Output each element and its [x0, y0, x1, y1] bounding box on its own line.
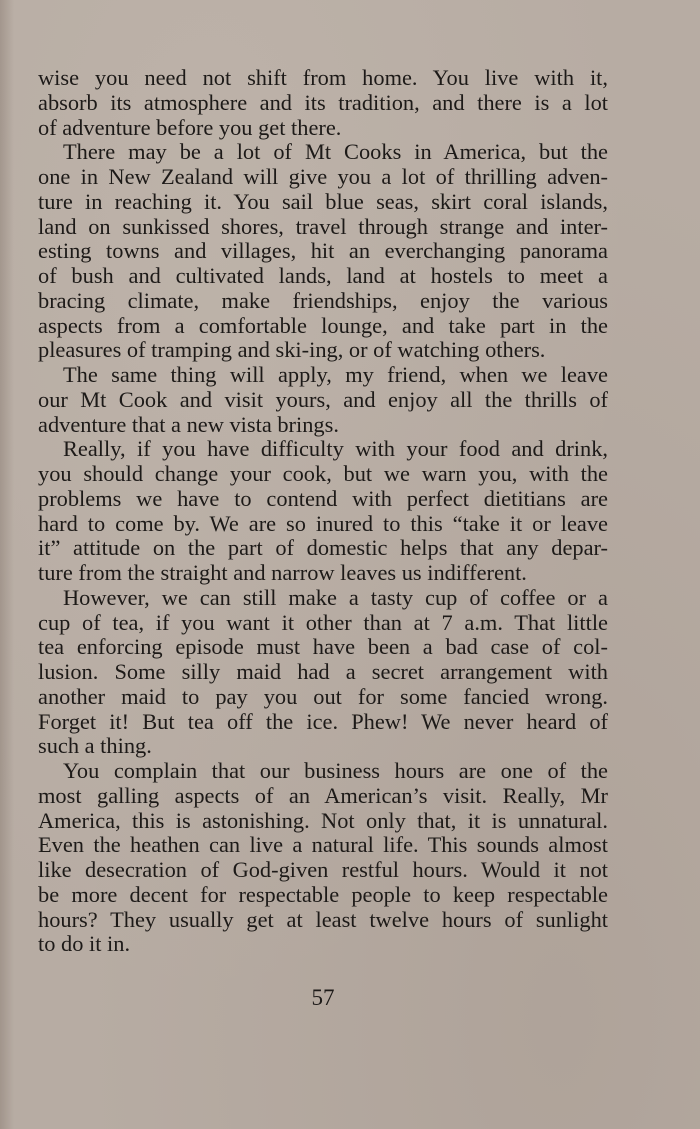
- text-line: one in New Zealand will give you a lot of thrilling adven-: [38, 164, 608, 189]
- text-line: ture in reaching it. You sail blue seas, skirt coral islands,: [38, 188, 608, 214]
- text-line: absorb its atmosphere and its tradition, and there is a lot: [38, 89, 608, 115]
- text-line: There may be a lot of Mt Cooks in America, but the: [63, 139, 608, 165]
- text-line: like desecration of God-given restful hours. Would it not: [38, 857, 608, 882]
- body-text: [38, 66, 608, 957]
- text-line: Forget it! But tea off the ice. Phew! We never heard of: [38, 708, 608, 734]
- text-line: wise you need not shift from home. You live with it,: [38, 65, 608, 90]
- text-line: aspects from a comfortable lounge, and take part in the: [38, 312, 608, 338]
- text-line: another maid to pay you out for some fancied wrong.: [38, 683, 608, 709]
- text-line: lusion. Some silly maid had a secret arrangement with: [38, 659, 608, 684]
- text-line: tea enforcing episode must have been a bad case of col-: [38, 634, 608, 660]
- text-line: adventure that a new vista brings.: [38, 411, 339, 437]
- text-line: our Mt Cook and visit yours, and enjoy all the thrills of: [38, 386, 608, 412]
- text-line: You complain that our business hours are one of the: [63, 758, 608, 783]
- text-line: America, this is astonishing. Not only that, it is unnatural.: [38, 807, 608, 833]
- text-line: bracing climate, make friendships, enjoy the various: [38, 287, 608, 313]
- text-line: Really, if you have difficulty with your food and drink,: [63, 436, 608, 462]
- text-line: you should change your cook, but we warn you, with the: [38, 461, 608, 486]
- text-line: esting towns and villages, hit an everchanging panorama: [38, 238, 608, 264]
- text-line: cup of tea, if you want it other than at 7 a.m. That little: [38, 609, 608, 635]
- text-line: it” attitude on the part of domestic helps that any depar-: [38, 535, 608, 561]
- text-line: problems we have to contend with perfect dietitians are: [38, 485, 608, 511]
- text-line: The same thing will apply, my friend, when we leave: [63, 362, 608, 387]
- text-line: most galling aspects of an American’s visit. Really, Mr: [38, 782, 608, 808]
- text-line: ture from the straight and narrow leaves us indifferent.: [38, 560, 527, 585]
- text-line: to do it in.: [38, 931, 131, 957]
- text-line: of bush and cultivated lands, land at hostels to meet a: [38, 263, 608, 288]
- page-number: 57: [311, 985, 335, 1010]
- text-line: be more decent for respectable people to keep respectable: [38, 881, 608, 907]
- text-line: hours? They usually get at least twelve hours of sunlight: [38, 906, 608, 932]
- text-line: hard to come by. We are so inured to this “take it or leave: [38, 510, 608, 536]
- text-line: Even the heathen can live a natural life. This sounds almost: [38, 832, 608, 858]
- text-line: such a thing.: [38, 733, 152, 759]
- text-line: pleasures of tramping and ski-ing, or of watching others.: [38, 337, 546, 363]
- text-line: land on sunkissed shores, travel through strange and inter-: [38, 213, 608, 239]
- text-line: of adventure before you get there.: [38, 114, 342, 140]
- text-line: However, we can still make a tasty cup of coffee or a: [63, 584, 608, 610]
- page-binding-shadow: [0, 0, 14, 1129]
